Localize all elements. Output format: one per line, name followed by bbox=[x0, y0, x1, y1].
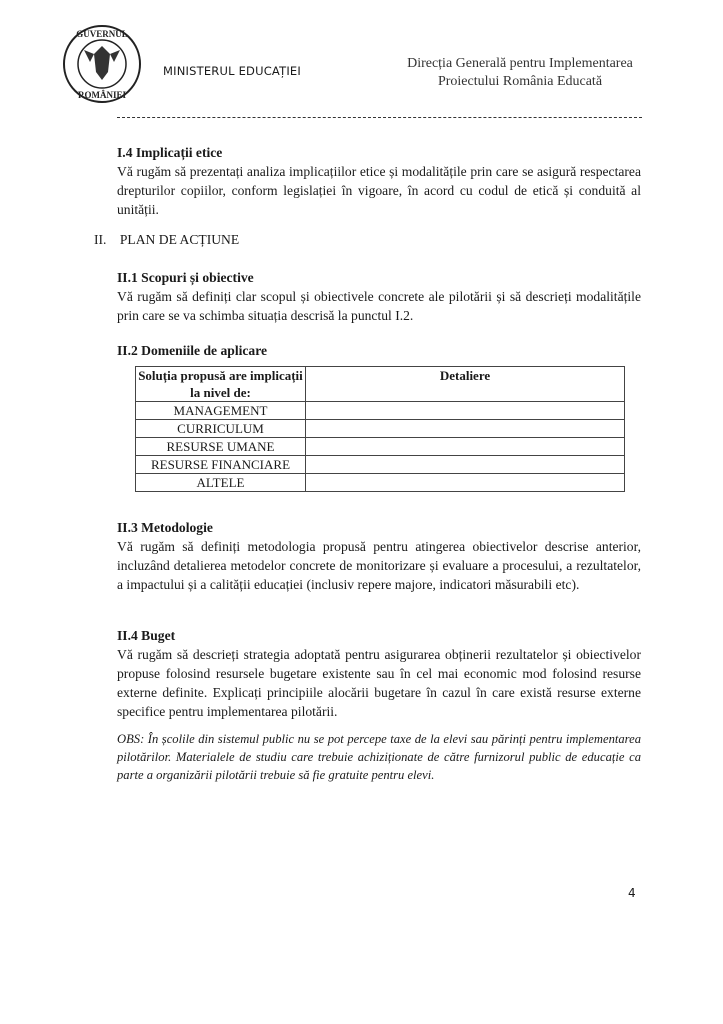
domains-table bbox=[135, 366, 625, 492]
header-divider bbox=[117, 117, 642, 118]
section-title: PLAN DE ACȚIUNE bbox=[119, 232, 240, 247]
svg-text:GUVERNUL: GUVERNUL bbox=[76, 29, 128, 39]
section-title: I.4 Implicații etice bbox=[117, 145, 223, 160]
table-row bbox=[136, 474, 625, 492]
section-methodology bbox=[117, 518, 641, 594]
row-label: RESURSE UMANE bbox=[136, 438, 306, 456]
header-detail: Detaliere bbox=[306, 367, 625, 402]
page-number: 4 bbox=[628, 886, 636, 900]
section-text: Vă rugăm să definiți metodologia propusă pentru atingerea obiectivelor descrise anterior, incluzând detalierea metodelor concrete de monitorizare și evaluare a procesului, a rezultatelor, a impactului și a calității educației (inclusiv repere majore, indicatori măsurabili etc). bbox=[117, 539, 641, 592]
section-domains bbox=[117, 341, 641, 360]
row-detail-cell[interactable] bbox=[306, 474, 625, 492]
section-text: Vă rugăm să definiți clar scopul și obiectivele concrete ale pilotării și să descrieți modalitățile prin care se va schimba situația descrisă la punctul I.2. bbox=[117, 289, 641, 323]
row-detail-cell[interactable] bbox=[306, 456, 625, 474]
ministry-name: MINISTERUL EDUCAȚIEI bbox=[163, 64, 301, 78]
row-detail-cell[interactable] bbox=[306, 420, 625, 438]
section-ethics bbox=[117, 143, 641, 219]
table-row bbox=[136, 402, 625, 420]
section-title: II.3 Metodologie bbox=[117, 520, 213, 535]
table-header-row bbox=[136, 367, 625, 402]
header-solution: Soluția propusă are implicații la nivel de: bbox=[136, 367, 306, 402]
section-text: Vă rugăm să descrieți strategia adoptată pentru asigurarea obținerii rezultatelor și obiectivelor propuse folosind resursele bugetare existente sau în cel mai economic mod folosind resurse externe definite. Explicați principiile alocării bugetare în cazul în care există resurse externe specifice pentru implementarea pilotării. bbox=[117, 647, 641, 719]
section-number: II. bbox=[94, 232, 107, 247]
row-label: ALTELE bbox=[136, 474, 306, 492]
section-title: II.1 Scopuri și obiective bbox=[117, 270, 254, 285]
department-name bbox=[380, 55, 660, 91]
table-row bbox=[136, 456, 625, 474]
row-detail-cell[interactable] bbox=[306, 402, 625, 420]
section-budget bbox=[117, 626, 641, 721]
row-label: MANAGEMENT bbox=[136, 402, 306, 420]
section-goals bbox=[117, 268, 641, 325]
section-text: Vă rugăm să prezentați analiza implicațiilor etice și modalitățile prin care se asigură respectarea drepturilor copiilor, conform legislației în vigoare, în acord cu codul de etică și conduită al unității. bbox=[117, 164, 641, 217]
section-title: II.4 Buget bbox=[117, 628, 176, 643]
department-line-2: Proiectului România Educată bbox=[437, 74, 603, 89]
row-detail-cell[interactable] bbox=[306, 438, 625, 456]
section-action-plan bbox=[94, 232, 239, 248]
svg-text:ROMÂNIEI: ROMÂNIEI bbox=[77, 90, 127, 100]
row-label: CURRICULUM bbox=[136, 420, 306, 438]
row-label: RESURSE FINANCIARE bbox=[136, 456, 306, 474]
table-row bbox=[136, 420, 625, 438]
table-row bbox=[136, 438, 625, 456]
department-line-1: Direcția Generală pentru Implementarea bbox=[407, 56, 633, 71]
observation-note: OBS: În școlile din sistemul public nu se pot percepe taxe de la elevi sau părinți pentru implementarea pilotărilor. Materialele de studiu care trebuie achiziționate de către furnizorul public de educație ca parte a organizării pilotării trebuie să fie gratuite pentru elevi. bbox=[117, 732, 641, 782]
government-seal-logo bbox=[62, 24, 142, 104]
section-title: II.2 Domeniile de aplicare bbox=[117, 343, 268, 358]
